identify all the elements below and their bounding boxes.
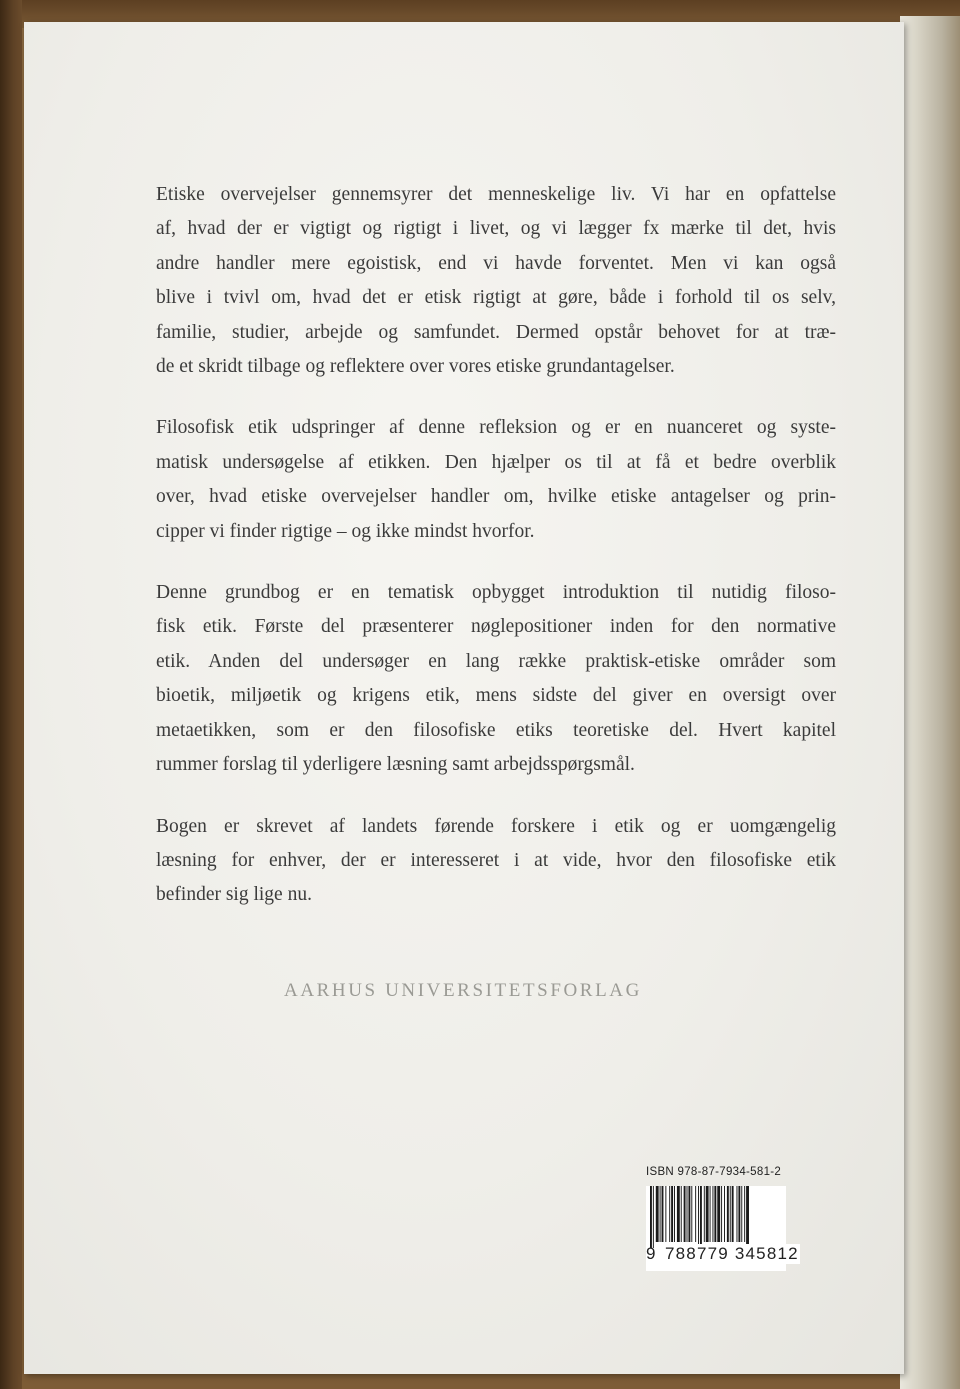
blurb-line: Denne grundbog er en tematisk opbygget introduktion til nutidig filoso- <box>156 582 836 604</box>
blurb-line: over, hvad etiske overvejelser handler om, hvilke etiske antagelser og prin- <box>156 486 836 508</box>
blurb-paragraph-3 <box>156 576 836 782</box>
barcode-bar <box>681 1186 682 1242</box>
barcode-bar <box>746 1186 749 1248</box>
barcode-bar <box>732 1186 734 1242</box>
barcode-bar <box>698 1186 699 1248</box>
barcode-bar <box>714 1186 716 1242</box>
barcode-bar <box>695 1186 696 1242</box>
barcode-bar <box>671 1186 673 1242</box>
barcode-bar <box>712 1186 713 1242</box>
blurb-line: etik. Anden del undersøger en lang række praktisk-etiske områder som <box>156 650 836 672</box>
barcode-bar <box>650 1186 652 1248</box>
barcode-bar <box>700 1186 702 1248</box>
blurb-line: andre handler mere egoistisk, end vi havde forventet. Men vi kan også <box>156 252 836 274</box>
blurb-line: befinder sig lige nu. <box>156 884 312 906</box>
barcode-bar <box>738 1186 740 1242</box>
barcode-bar <box>691 1186 692 1242</box>
blurb-paragraph-1 <box>156 178 836 384</box>
barcode-bar <box>669 1186 670 1242</box>
blurb-line: fisk etik. Første del præsenterer nøglepositioner inden for den normative <box>156 616 836 638</box>
publisher-name: AARHUS UNIVERSITETSFORLAG <box>284 980 642 1001</box>
ean-digits: 788779 345812 <box>665 1244 799 1263</box>
barcode-bar <box>688 1186 690 1242</box>
isbn-number: ISBN 978-87-7934-581-2 <box>646 1166 782 1178</box>
blurb-line: Bogen er skrevet af landets førende forskere i etik og er uomgængelig <box>156 815 836 837</box>
blurb-line: matisk undersøgelse af etikken. Den hjælper os til at få et bedre overblik <box>156 451 836 473</box>
barcode-bar <box>710 1186 711 1242</box>
barcode-bar <box>687 1186 688 1242</box>
table-surface-left <box>0 0 22 1389</box>
blurb-line: af, hvad der er vigtigt og rigtigt i livet, og vi lægger fx mærke til det, hvis <box>156 218 836 240</box>
barcode-bar <box>674 1186 675 1242</box>
barcode-bar <box>653 1186 654 1248</box>
barcode-bar <box>656 1186 659 1242</box>
blurb-paragraph-4 <box>156 810 836 913</box>
barcode-bar <box>741 1186 742 1242</box>
ean-first-digit: 9 <box>646 1244 656 1263</box>
barcode-bar <box>724 1186 725 1242</box>
blurb-line: læsning for enhver, der er interesseret i at vide, hvor den filosofiske etik <box>156 849 836 871</box>
barcode-bar <box>727 1186 729 1242</box>
barcode-bar <box>730 1186 731 1242</box>
blurb-line: cipper vi finder rigtige – og ikke mindst hvorfor. <box>156 520 535 542</box>
blurb-line: bioetik, miljøetik og krigens etik, mens sidste del giver en oversigt over <box>156 685 836 707</box>
blurb-line: Filosofisk etik udspringer af denne refleksion og er en nuanceret og syste- <box>156 417 836 439</box>
barcode-bar <box>665 1186 666 1242</box>
blurb-paragraph-2 <box>156 411 836 549</box>
barcode-bar <box>744 1186 745 1242</box>
blurb-line: blive i tvivl om, hvad det er etisk rigtigt at gøre, både i forhold til os selv, <box>156 287 836 309</box>
barcode-bar <box>677 1186 680 1242</box>
barcode-bars <box>646 1186 786 1248</box>
barcode-bar <box>660 1186 661 1242</box>
barcode-bar <box>736 1186 737 1242</box>
blurb-line: de et skridt tilbage og reflektere over vores etiske grundantagelser. <box>156 356 675 378</box>
back-cover-blurb <box>156 178 836 940</box>
blurb-line: rummer forslag til yderligere læsning samt arbejdsspørgsmål. <box>156 754 635 776</box>
barcode-bar <box>704 1186 705 1242</box>
barcode-bar <box>706 1186 709 1242</box>
blurb-line: metaetikken, som er den filosofiske etiks teoretiske del. Hvert kapitel <box>156 719 836 741</box>
barcode-bar <box>717 1186 720 1242</box>
barcode-bar <box>662 1186 664 1242</box>
barcode-bar <box>684 1186 686 1242</box>
book-page-edge <box>900 16 960 1389</box>
blurb-line: familie, studier, arbejde og samfundet. Dermed opstår behovet for at træ- <box>156 321 836 343</box>
blurb-line: Etiske overvejelser gennemsyrer det menneskelige liv. Vi har en opfattelse <box>156 184 836 205</box>
barcode-bar <box>721 1186 722 1242</box>
